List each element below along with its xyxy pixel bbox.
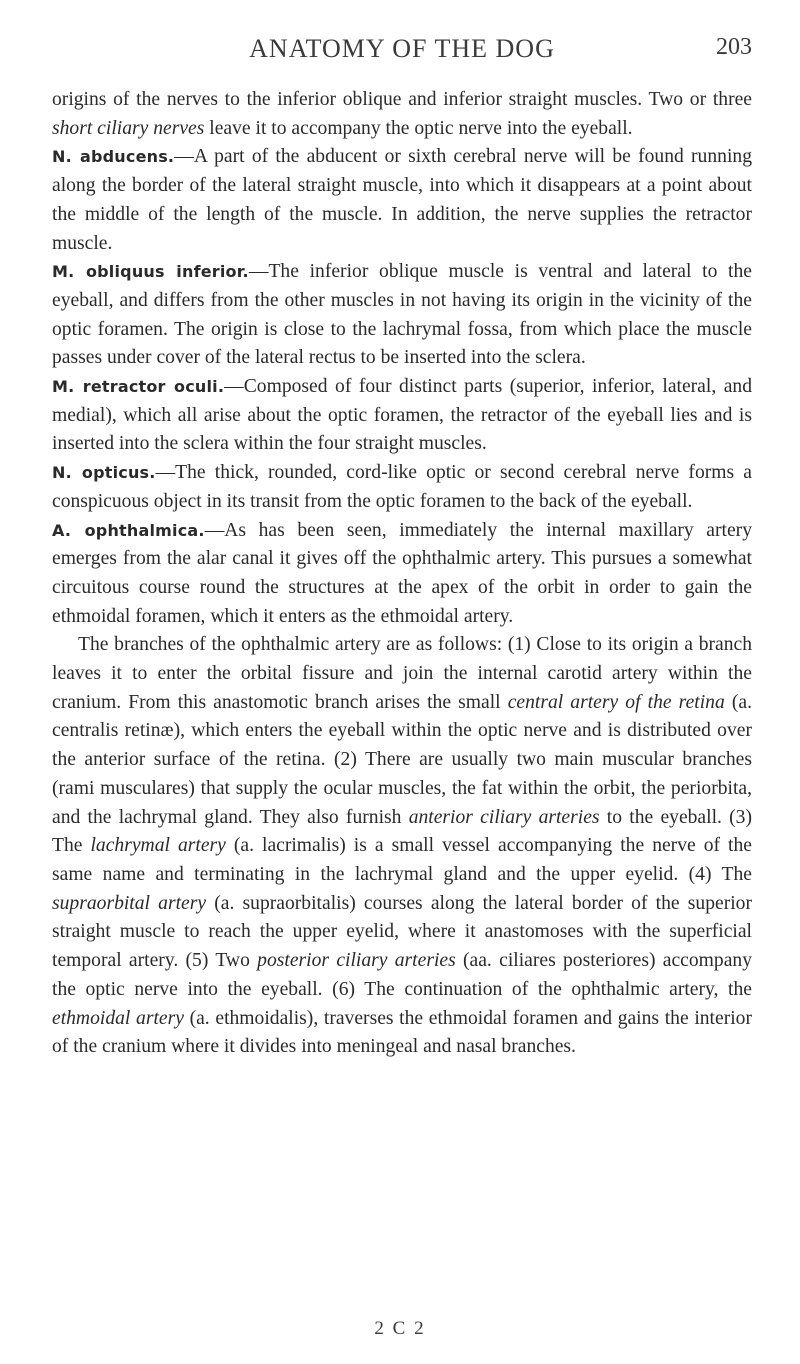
italic-term: central artery of the retina [507, 691, 725, 713]
paragraph-obliquus-inferior: M. obliquus inferior.—The inferior oblique muscle is ventral and lateral to the eyeball, and differs from the other muscles in not having its origin in the vicinity of the optic foramen. The origin is close to the lachrymal fossa, from which place the muscle passes under cover of the lateral rectus to be inserted into the sclera. [52, 261, 752, 369]
page-number: 203 [716, 34, 752, 60]
italic-term: ethmoidal artery [52, 1007, 184, 1029]
italic-term: anterior ciliary arteries [408, 806, 600, 828]
paragraph-retractor-oculi: M. retractor oculi.—Composed of four distinct parts (superior, inferior, lateral, and medial), which all arise about the optic foramen, the retractor of the eyeball lies and is inserted into the sclera within the four straight muscles. [52, 376, 752, 455]
paragraph-abducens: N. abducens.—A part of the abducent or sixth cerebral nerve will be found running along the border of the lateral straight muscle, into which it disappears at a point about the middle of the length of the muscle. In addition, the nerve supplies the retractor muscle. [52, 146, 752, 254]
italic-term: posterior ciliary arteries [257, 950, 456, 972]
running-header [52, 34, 752, 74]
section-term: N. opticus. [52, 463, 156, 483]
paragraph-continuation: origins of the nerves to the inferior oblique and inferior straight muscles. Two or three short ciliary nerves leave it to accompany the optic nerve into the eyeball. [52, 89, 752, 139]
section-term: M. obliquus inferior. [52, 262, 249, 282]
section-term: M. retractor oculi. [52, 377, 225, 397]
section-term: N. abducens. [52, 147, 175, 167]
running-title: ANATOMY OF THE DOG [249, 34, 555, 63]
italic-term: short ciliary nerves [52, 117, 205, 139]
body-text [52, 86, 752, 1062]
italic-term: lachrymal artery [90, 835, 226, 857]
paragraph-opticus: N. opticus.—The thick, rounded, cord-like optic or second cerebral nerve forms a conspicuous object in its transit from the optic foramen to the back of the eyeball. [52, 462, 752, 512]
page [52, 34, 752, 1062]
paragraph-ophthalmica: A. ophthalmica.—As has been seen, immediately the internal maxillary artery emerges from the alar canal it gives off the ophthalmic artery. This pursues a somewhat circuitous course round the structures at the apex of the orbit in order to gain the ethmoidal foramen, which it enters as the ethmoidal artery. [52, 519, 752, 627]
section-term: A. ophthalmica. [52, 520, 205, 540]
signature-mark: 2 C 2 [374, 1318, 426, 1339]
paragraph-branches: The branches of the ophthalmic artery are as follows: (1) Close to its origin a branch leaves it to enter the orbital fissure and join the internal carotid artery within the cranium. From this anastomotic branch arises the small central artery of the retina (a. centralis retinæ), which enters the eyeball within the optic nerve and is distributed over the anterior surface of the retina. (2) There are usually two main muscular branches (rami musculares) that supply the ocular muscles, the fat within the orbit, the periorbita, and the lachrymal gland. They also furnish anterior ciliary arteries to the eyeball. (3) The lachrymal artery (a. lacrimalis) is a small vessel accompanying the nerve of the same name and terminating in the lachrymal gland and the upper eyelid. (4) The supraorbital artery (a. supraorbitalis) courses along the lateral border of the superior straight muscle to reach the upper eyelid, where it anastomoses with the superficial temporal artery. (5) Two posterior ciliary arteries (aa. ciliares posteriores) accompany the optic nerve into the eyeball. (6) The continuation of the ophthalmic artery, the ethmoidal artery (a. ethmoidalis), traverses the ethmoidal foramen and gains the interior of the cranium where it divides into meningeal and nasal branches. [52, 634, 753, 1058]
italic-term: supraorbital artery [52, 892, 207, 914]
